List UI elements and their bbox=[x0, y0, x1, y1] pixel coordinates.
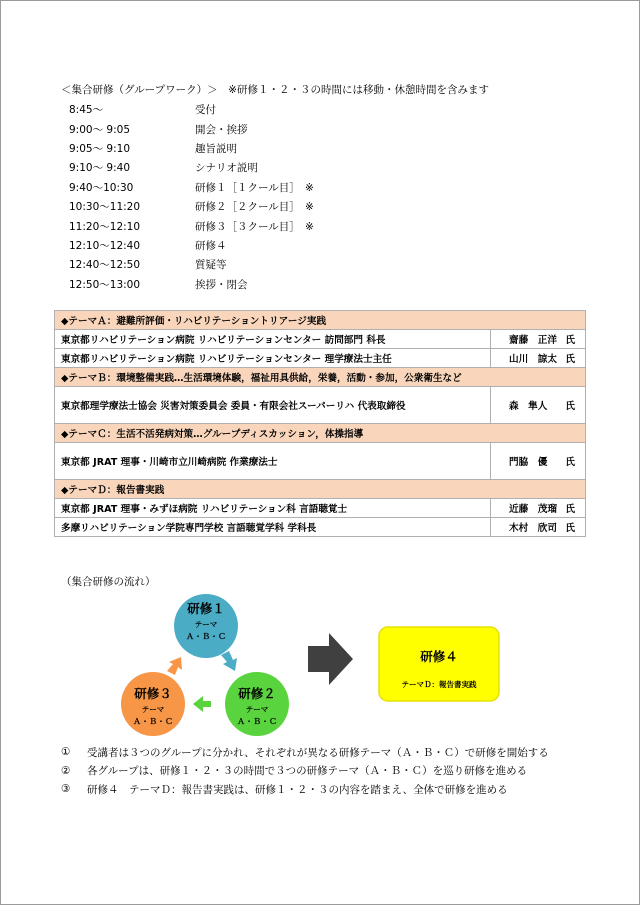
node-3-circle bbox=[121, 672, 185, 736]
theme-a-title: ◆テーマＡ：避難所評価・リハビリテーショントリアージ実践 bbox=[55, 311, 586, 330]
note-item bbox=[61, 762, 549, 781]
instructor-name: 齋藤 正洋 bbox=[509, 335, 557, 346]
instructor-honorific: 氏 bbox=[565, 401, 575, 412]
instructor-org: 東京都リハビリテーション病院 リハビリテーションセンター 理学療法士主任 bbox=[55, 349, 491, 368]
instructor-name: 木村 欣司 bbox=[509, 523, 557, 534]
theme-table bbox=[54, 310, 586, 537]
schedule-row bbox=[69, 119, 314, 138]
theme-b-title: ◆テーマＢ：環境整備実践…生活環境体験，福祉用具供給，栄養，活動・参加，公衆衛生など bbox=[55, 368, 586, 387]
schedule-row bbox=[69, 197, 314, 216]
final-box bbox=[379, 627, 499, 701]
schedule-time: 8:45～ bbox=[69, 104, 104, 117]
note-mark: ② bbox=[61, 764, 71, 777]
theme-a-header bbox=[55, 311, 586, 330]
instructor-org: 東京都 JRAT 理事・みずほ病院 リハビリテーション科 言語聴覚士 bbox=[55, 499, 491, 518]
instructor-row bbox=[55, 499, 586, 518]
arrow-3-to-1-icon bbox=[167, 657, 182, 675]
theme-d-header bbox=[55, 480, 586, 499]
schedule-row bbox=[69, 275, 314, 294]
final-title: 研修４ bbox=[420, 649, 458, 664]
schedule-row bbox=[69, 236, 314, 255]
schedule-row bbox=[69, 139, 314, 158]
schedule-row bbox=[69, 255, 314, 274]
instructor-row bbox=[55, 443, 586, 480]
big-arrow-icon bbox=[308, 633, 353, 685]
node-1-title: 研修１ bbox=[187, 601, 225, 616]
instructor-name: 門脇 優 bbox=[509, 457, 548, 468]
schedule-item: 趣旨説明 bbox=[195, 142, 237, 155]
theme-c-header bbox=[55, 424, 586, 443]
instructor-row bbox=[55, 518, 586, 537]
node-2-sub: テーマ bbox=[245, 705, 269, 714]
instructor-org: 東京都 JRAT 理事・川崎市立川崎病院 作業療法士 bbox=[55, 443, 491, 480]
schedule-item: 研修１［１クール目］ ※ bbox=[195, 181, 314, 194]
schedule-time: 9:05～ 9:10 bbox=[69, 142, 130, 155]
schedule-list bbox=[69, 100, 314, 294]
schedule-item: 研修４ bbox=[195, 239, 227, 252]
arrow-2-to-3-icon bbox=[193, 696, 211, 712]
schedule-item: 受付 bbox=[195, 104, 216, 117]
node-2-circle bbox=[225, 672, 289, 736]
instructor-org: 東京都理学療法士協会 災害対策委員会 委員・有限会社スーパーリハ 代表取締役 bbox=[55, 387, 491, 424]
instructor-org: 東京都リハビリテーション病院 リハビリテーションセンター 訪問部門 科長 bbox=[55, 330, 491, 349]
note-mark: ① bbox=[61, 746, 71, 759]
theme-d-title: ◆テーマＤ：報告書実践 bbox=[55, 480, 586, 499]
node-3-title: 研修３ bbox=[134, 686, 172, 701]
schedule-header: ＜集合研修（グループワーク）＞ ※研修１・２・３の時間には移動・休憩時間を含みます bbox=[61, 84, 489, 96]
schedule-time: 12:50～13:00 bbox=[69, 278, 141, 291]
instructor-person bbox=[491, 387, 586, 424]
schedule-time: 11:20～12:10 bbox=[69, 220, 141, 233]
node-1-abc: Ａ・Ｂ・Ｃ bbox=[186, 632, 226, 641]
note-mark: ③ bbox=[61, 783, 71, 796]
instructor-name: 森 隼人 bbox=[509, 401, 548, 412]
instructor-name: 山川 諒太 bbox=[509, 354, 557, 365]
instructor-org: 多摩リハビリテーション学院専門学校 言語聴覚学科 学科長 bbox=[55, 518, 491, 537]
schedule-time: 9:40～10:30 bbox=[69, 181, 134, 194]
instructor-person bbox=[491, 330, 586, 349]
instructor-person bbox=[491, 349, 586, 368]
note-text: 受講者は３つのグループに分かれ、それぞれが異なる研修テーマ（Ａ・Ｂ・Ｃ）で研修を開始する bbox=[87, 746, 549, 759]
instructor-honorific: 氏 bbox=[565, 523, 575, 534]
instructor-row bbox=[55, 349, 586, 368]
schedule-item: 研修３［３クール目］ ※ bbox=[195, 220, 314, 233]
arrow-1-to-2-icon bbox=[221, 651, 237, 671]
schedule-row bbox=[69, 178, 314, 197]
node-3-abc: Ａ・Ｂ・Ｃ bbox=[133, 717, 173, 726]
node-3-sub: テーマ bbox=[141, 705, 165, 714]
note-text: 各グループは、研修１・２・３の時間で３つの研修テーマ（Ａ・Ｂ・Ｃ）を巡り研修を進める bbox=[87, 765, 528, 778]
instructor-row bbox=[55, 330, 586, 349]
instructor-person bbox=[491, 518, 586, 537]
schedule-time: 9:10～ 9:40 bbox=[69, 162, 130, 175]
instructor-honorific: 氏 bbox=[565, 504, 575, 515]
schedule-row bbox=[69, 158, 314, 177]
schedule-item: 挨拶・閉会 bbox=[195, 278, 248, 291]
schedule-time: 12:10～12:40 bbox=[69, 239, 141, 252]
node-2-title: 研修２ bbox=[238, 686, 276, 701]
schedule-time: 12:40～12:50 bbox=[69, 259, 141, 272]
schedule-item: シナリオ説明 bbox=[195, 162, 258, 175]
node-2-abc: Ａ・Ｂ・Ｃ bbox=[237, 717, 277, 726]
schedule-item: 開会・挨拶 bbox=[195, 123, 248, 136]
notes-list bbox=[61, 743, 549, 799]
instructor-row bbox=[55, 387, 586, 424]
flow-title: （集合研修の流れ） bbox=[61, 576, 156, 588]
schedule-item: 研修２［２クール目］ ※ bbox=[195, 201, 314, 214]
instructor-person bbox=[491, 443, 586, 480]
schedule-time: 9:00～ 9:05 bbox=[69, 123, 130, 136]
instructor-honorific: 氏 bbox=[565, 354, 575, 365]
schedule-time: 10:30～11:20 bbox=[69, 201, 141, 214]
instructor-person bbox=[491, 499, 586, 518]
final-sub: テーマＤ：報告書実践 bbox=[401, 680, 477, 689]
note-text: 研修４ テーマＤ：報告書実践は、研修１・２・３の内容を踏まえ、全体で研修を進める bbox=[87, 783, 508, 796]
instructor-honorific: 氏 bbox=[565, 457, 575, 468]
flow-diagram bbox=[1, 591, 639, 741]
note-item bbox=[61, 780, 549, 799]
theme-c-title: ◆テーマＣ：生活不活発病対策…グループディスカッション，体操指導 bbox=[55, 424, 586, 443]
schedule-row bbox=[69, 100, 314, 119]
schedule-item: 質疑等 bbox=[195, 259, 227, 272]
instructor-name: 近藤 茂瑠 bbox=[509, 504, 557, 515]
note-item bbox=[61, 743, 549, 762]
schedule-row bbox=[69, 216, 314, 235]
instructor-honorific: 氏 bbox=[565, 335, 575, 346]
node-1-sub: テーマ bbox=[194, 620, 218, 629]
theme-b-header bbox=[55, 368, 586, 387]
